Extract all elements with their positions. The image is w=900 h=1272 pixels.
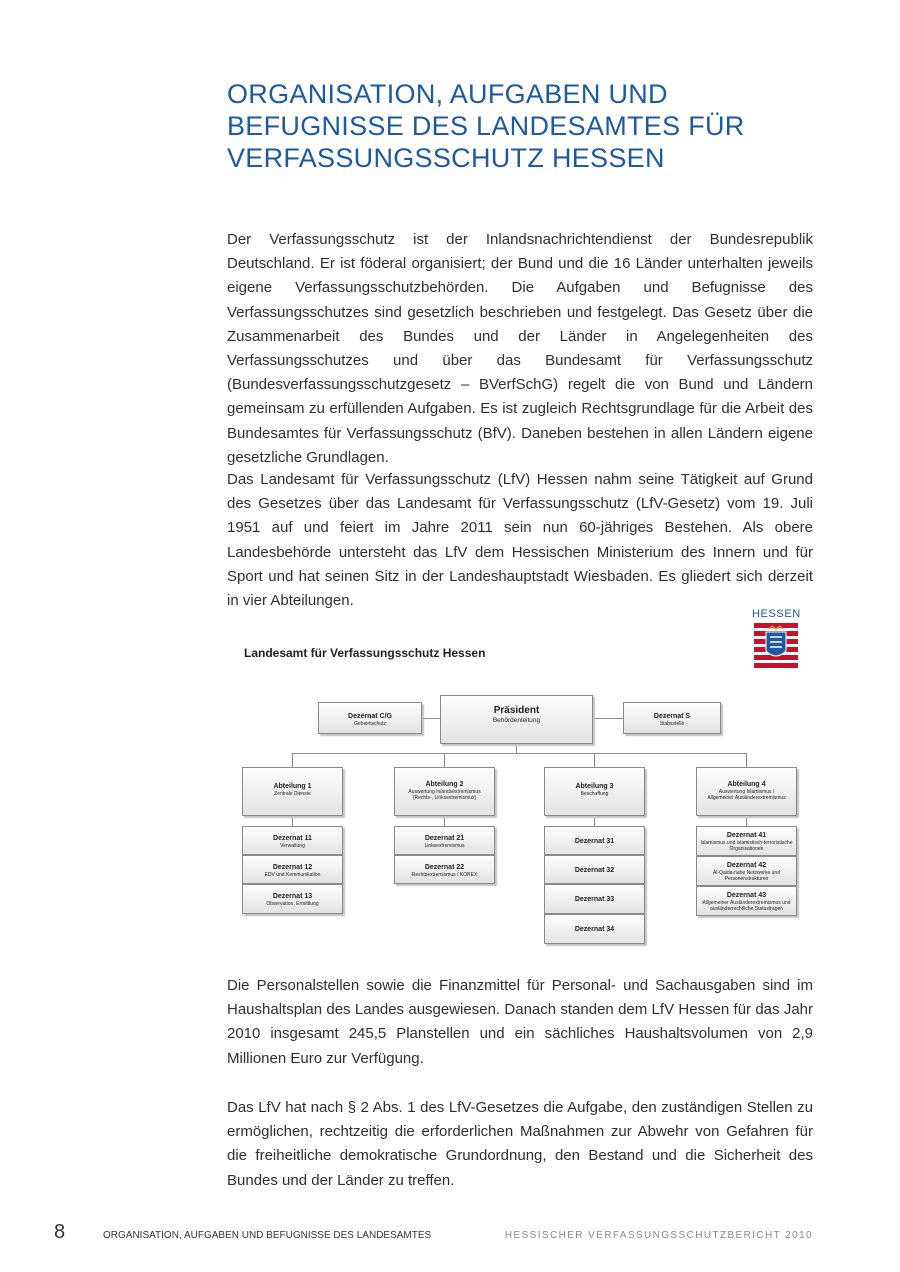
hessen-logo — [752, 608, 800, 670]
footer-report-title: HESSISCHER VERFASSUNGSSCHUTZBERICHT 2010 — [504, 1230, 813, 1241]
org-box-sub: Beschaffung — [580, 791, 609, 797]
connector-line — [516, 744, 517, 753]
org-box-title: Dezernat 12 — [272, 864, 313, 871]
org-box-sub: Organisationen — [729, 846, 764, 853]
org-box-dezernat-11 — [242, 826, 343, 855]
org-box-sub: (Rechts-, Linksextremismus) — [412, 795, 477, 802]
org-box-sub: Geheimschutz — [354, 721, 386, 727]
org-box-title: Abteilung 1 — [273, 783, 312, 790]
org-box-dezernat-32 — [544, 855, 645, 884]
org-box-abteilung-1 — [242, 767, 343, 816]
org-box-sub: Islamismus und islamistisch-terroristische — [700, 840, 793, 846]
page-title-line-2: BEFUGNISSE DES LANDESAMTES FÜR — [227, 111, 745, 141]
org-box-title: Dezernat 33 — [574, 896, 615, 903]
paragraph-text: Die Personalstellen sowie die Finanzmittel für Personal- und Sachausgaben sind im Haushaltsplan des Landes ausgewiesen. Danach standen dem LfV Hessen für das Jahr 2010 insgesamt 245,5 Planstellen und ein sächliches Haushaltsvolumen von 2,9 Millionen Euro zur Verfügung. — [227, 977, 813, 1067]
org-box-sub: Observation, Ermittlung — [266, 901, 319, 907]
hessen-logo-word: HESSEN — [752, 608, 801, 620]
org-box-dezernat-13 — [242, 884, 343, 914]
org-box-dezernat-12 — [242, 855, 343, 884]
page-title — [227, 78, 827, 174]
org-box-title: Dezernat 13 — [272, 893, 313, 900]
hessen-coat-of-arms-icon — [754, 623, 798, 669]
mandate-paragraph — [227, 1096, 813, 1193]
org-box-sub: Verwaltung — [280, 843, 305, 849]
org-box-dezernat-42 — [696, 856, 797, 886]
org-box-title: Dezernat S — [653, 713, 691, 720]
connector-line — [594, 753, 595, 767]
org-box-abteilung-4 — [696, 767, 797, 816]
org-box-dezernat-31 — [544, 826, 645, 855]
page-number: 8 — [54, 1221, 66, 1243]
connector-line — [594, 816, 595, 826]
org-chart-title: Landesamt für Verfassungsschutz Hessen — [244, 646, 486, 660]
org-box-title: Dezernat 43 — [726, 892, 767, 899]
org-box-dezernat-33 — [544, 884, 645, 914]
page-title-line-3: VERFASSUNGSSCHUTZ HESSEN — [227, 143, 665, 173]
org-box-abteilung-2 — [394, 767, 495, 816]
paragraph-text: Das Landesamt für Verfassungsschutz (LfV) Hessen nahm seine Tätigkeit auf Grund des Gesetzes über das Landesamt für Verfassungsschutz (LfV-Gesetz) vom 19. Juli 1951 auf und feiert im Jahre 2011 sein nun 60-jähriges Bestehen. Als obere Landesbehörde untersteht das LfV dem Hessischen Ministerium des Innern und für Sport und hat seinen Sitz in der Landeshauptstadt Wiesbaden. Es gliedert sich derzeit in vier Abteilungen. — [227, 471, 813, 610]
org-box-title: Dezernat 31 — [574, 838, 615, 845]
org-box-sub: Rechtsextremismus / KOREX — [411, 872, 478, 878]
org-box-dezernat-s — [623, 702, 721, 734]
org-box-sub: Zentrale Dienste — [274, 791, 311, 797]
org-box-sub: Personenstrukturen — [724, 876, 769, 883]
org-box-title: Dezernat 42 — [726, 862, 767, 869]
connector-line — [746, 753, 747, 767]
org-box-title: Abteilung 3 — [575, 783, 614, 790]
org-box-dezernat-41 — [696, 826, 797, 856]
paragraph-text: Das LfV hat nach § 2 Abs. 1 des LfV-Gesetzes die Aufgabe, den zuständigen Stellen zu ermöglichen, rechtzeitig die erforderlichen Maßnahmen zur Abwehr von Gefahren für die freiheitliche demokratische Grundordnung, den Bestand und die Sicherheit des Bundes und der Länder zu treffen. — [227, 1099, 813, 1189]
connector-line — [292, 816, 293, 826]
org-box-sub: Stabsstelle — [659, 721, 685, 727]
org-box-dezernat-cg — [318, 702, 422, 734]
org-box-title: Dezernat 34 — [574, 926, 615, 933]
org-box-sub: Linksextremismus — [424, 843, 465, 849]
org-box-sub: Behördenleitung — [492, 717, 541, 724]
org-box-title: Abteilung 4 — [727, 781, 766, 788]
org-box-title: Dezernat 21 — [424, 835, 465, 842]
org-box-sub: EDV und Kommunikation — [264, 872, 321, 878]
org-box-title: Präsident — [493, 705, 540, 716]
org-box-abteilung-3 — [544, 767, 645, 816]
connector-line — [593, 718, 623, 719]
org-box-sub: Auswertung Inlandsextremismus — [408, 789, 481, 795]
org-box-dezernat-21 — [394, 826, 495, 855]
org-box-title: Abteilung 2 — [425, 781, 464, 788]
org-box-title: Dezernat 22 — [424, 864, 465, 871]
org-box-sub: Auswertung Islamismus / — [718, 789, 775, 795]
connector-line — [292, 753, 747, 754]
budget-paragraph — [227, 974, 813, 1071]
org-box-praesident — [440, 695, 593, 744]
org-box-title: Dezernat 32 — [574, 867, 615, 874]
org-box-title: Dezernat 41 — [726, 832, 767, 839]
connector-line — [444, 816, 445, 826]
lfv-history-paragraph — [227, 468, 813, 613]
connector-line — [292, 753, 293, 767]
org-box-sub: Allgemeiner Ausländerextremismus und — [702, 900, 791, 906]
paragraph-text: Der Verfassungsschutz ist der Inlandsnachrichtendienst der Bundesrepublik Deutschland. Er ist föderal organisiert; der Bund und die 16 Länder unterhalten jeweils eigene Verfassungsschutzbehörden. Die Aufgaben und Befugnisse des Verfassungsschutzes sind gesetzlich beschrieben und festgelegt. Das Gesetz über die Zusammenarbeit des Bundes und der Länder in Angelegenheiten des Verfassungsschutzes und über das Bundesamt für Verfassungsschutz (Bundesverfassungsschutzgesetz – BVerfSchG) regelt die von Bund und Ländern gemeinsam zu erfüllenden Aufgaben. Es ist zugleich Rechtsgrundlage für die Arbeit des Bundesamtes für Verfassungsschutz (BfV). Daneben bestehen in allen Ländern eigene gesetzliche Grundlagen. — [227, 231, 813, 466]
intro-paragraph — [227, 228, 813, 470]
connector-line — [444, 753, 445, 767]
org-box-dezernat-43 — [696, 886, 797, 916]
footer-section-title: ORGANISATION, AUFGABEN UND BEFUGNISSE DES LANDESAMTES — [103, 1230, 432, 1241]
org-box-dezernat-22 — [394, 855, 495, 884]
connector-line — [746, 816, 747, 826]
org-box-dezernat-34 — [544, 914, 645, 944]
page-title-line-1: ORGANISATION, AUFGABEN UND — [227, 79, 668, 109]
org-box-title: Dezernat 11 — [273, 835, 312, 842]
org-box-sub: Allgemeiner Ausländerextremismus — [707, 795, 786, 802]
org-box-title: Dezernat C/G — [348, 713, 392, 720]
org-box-sub: ausländerrechtliche Statusfragen — [709, 906, 784, 913]
org-box-sub: Al-Qaida-nahe Netzwerke und — [713, 870, 780, 876]
